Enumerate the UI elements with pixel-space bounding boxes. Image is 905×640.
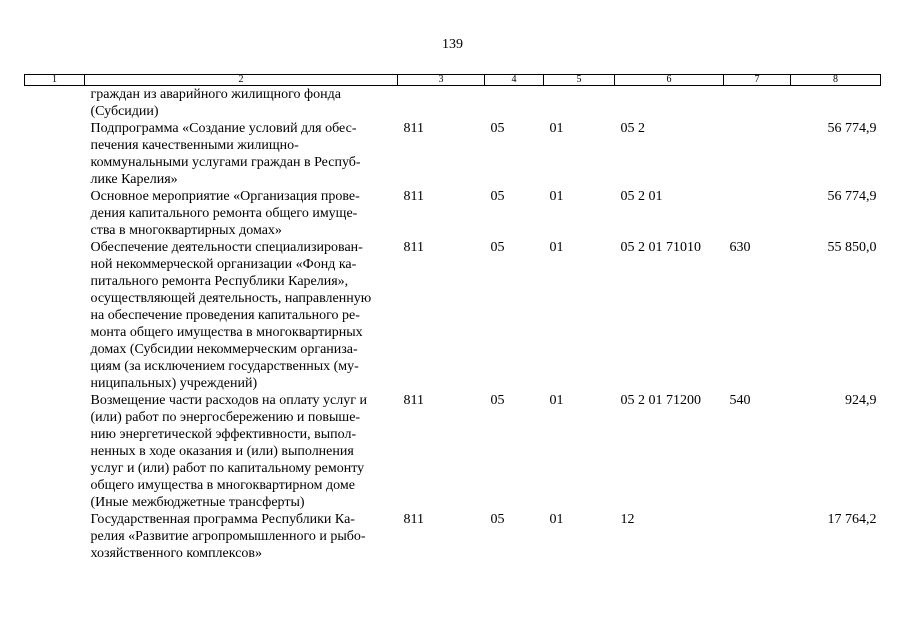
amount: 56 774,9 bbox=[827, 121, 877, 136]
expense-type-code: 540 bbox=[729, 393, 751, 408]
subsection-code: 01 bbox=[549, 240, 564, 255]
column-number-header: 1 bbox=[25, 75, 85, 86]
admin-code: 811 bbox=[403, 121, 424, 136]
row-number-cell bbox=[25, 120, 85, 188]
expense-name: Обеспечение деятельности специализирован- ной некоммерческой организации «Фонд ка- питального ремонта Республики Карелия», осуществляющей деятельность, направленную на обеспечение проведения капитального ре- монта общего имущества в многоквартирных домах (Субсидии некоммерческим организа- циям (за исключением государственных (му- ниципальных) учреждений) bbox=[90, 240, 372, 391]
subsection-code: 01 bbox=[549, 393, 564, 408]
table-row bbox=[25, 188, 881, 239]
column-number-header: 4 bbox=[485, 75, 544, 86]
expense-name: Возмещение части расходов на оплату услуг и (или) работ по энергосбережению и повыше- нию энергетической эффективности, выпол- ненных в ходе оказания и (или) выполнения услуг и (или) работ по капитальному ремонту общего имущества в многоквартирном доме (Иные межбюджетные трансферты) bbox=[90, 393, 367, 510]
amount: 56 774,9 bbox=[827, 189, 877, 204]
admin-code: 811 bbox=[403, 393, 424, 408]
section-code: 05 bbox=[490, 121, 505, 136]
column-number-header: 5 bbox=[544, 75, 615, 86]
column-number-header: 2 bbox=[85, 75, 398, 86]
admin-code: 811 bbox=[403, 240, 424, 255]
column-number-header: 3 bbox=[398, 75, 485, 86]
target-article-code: 05 2 bbox=[620, 121, 645, 136]
section-code: 05 bbox=[490, 393, 505, 408]
row-number-cell bbox=[25, 511, 85, 562]
column-number-header: 7 bbox=[724, 75, 791, 86]
expense-name: Подпрограмма «Создание условий для обес- печения качественными жилищно- коммунальными услугами граждан в Респуб- лике Карелия» bbox=[90, 121, 361, 187]
amount: 924,9 bbox=[845, 393, 877, 408]
subsection-code bbox=[544, 86, 615, 121]
expense-type-code bbox=[724, 120, 791, 188]
expense-type-code: 630 bbox=[729, 240, 751, 255]
amount: 55 850,0 bbox=[827, 240, 877, 255]
row-number-cell bbox=[25, 188, 85, 239]
table-row bbox=[25, 239, 881, 392]
section-code: 05 bbox=[490, 512, 505, 527]
expense-name: Государственная программа Республики Ка- релия «Развитие агропромышленного и рыбо- хозяйственного комплексов» bbox=[90, 512, 366, 561]
row-number-cell bbox=[25, 86, 85, 121]
expense-type-code bbox=[724, 86, 791, 121]
expense-type-code bbox=[724, 188, 791, 239]
amount: 17 764,2 bbox=[827, 512, 877, 527]
amount bbox=[791, 86, 881, 121]
column-number-header: 8 bbox=[791, 75, 881, 86]
admin-code: 811 bbox=[403, 512, 424, 527]
expense-type-code bbox=[724, 511, 791, 562]
row-number-cell bbox=[25, 392, 85, 511]
target-article-code: 05 2 01 71200 bbox=[620, 393, 701, 408]
section-code bbox=[485, 86, 544, 121]
target-article-code bbox=[615, 86, 724, 121]
expense-name: Основное мероприятие «Организация прове- дения капитального ремонта общего имуще- ства в многоквартирных домах» bbox=[90, 189, 360, 238]
admin-code bbox=[398, 86, 485, 121]
subsection-code: 01 bbox=[549, 121, 564, 136]
row-number-cell bbox=[25, 239, 85, 392]
target-article-code: 05 2 01 71010 bbox=[620, 240, 701, 255]
expense-name: граждан из аварийного жилищного фонда (Субсидии) bbox=[90, 87, 341, 119]
target-article-code: 05 2 01 bbox=[620, 189, 663, 204]
table-row bbox=[25, 511, 881, 562]
page-number: 139 bbox=[442, 37, 463, 52]
budget-table bbox=[24, 74, 881, 562]
target-article-code: 12 bbox=[620, 512, 635, 527]
subsection-code: 01 bbox=[549, 512, 564, 527]
table-body bbox=[25, 86, 881, 563]
table-row bbox=[25, 86, 881, 121]
table-row bbox=[25, 120, 881, 188]
admin-code: 811 bbox=[403, 189, 424, 204]
subsection-code: 01 bbox=[549, 189, 564, 204]
column-number-header-row bbox=[25, 75, 881, 86]
table-row bbox=[25, 392, 881, 511]
section-code: 05 bbox=[490, 240, 505, 255]
section-code: 05 bbox=[490, 189, 505, 204]
column-number-header: 6 bbox=[615, 75, 724, 86]
